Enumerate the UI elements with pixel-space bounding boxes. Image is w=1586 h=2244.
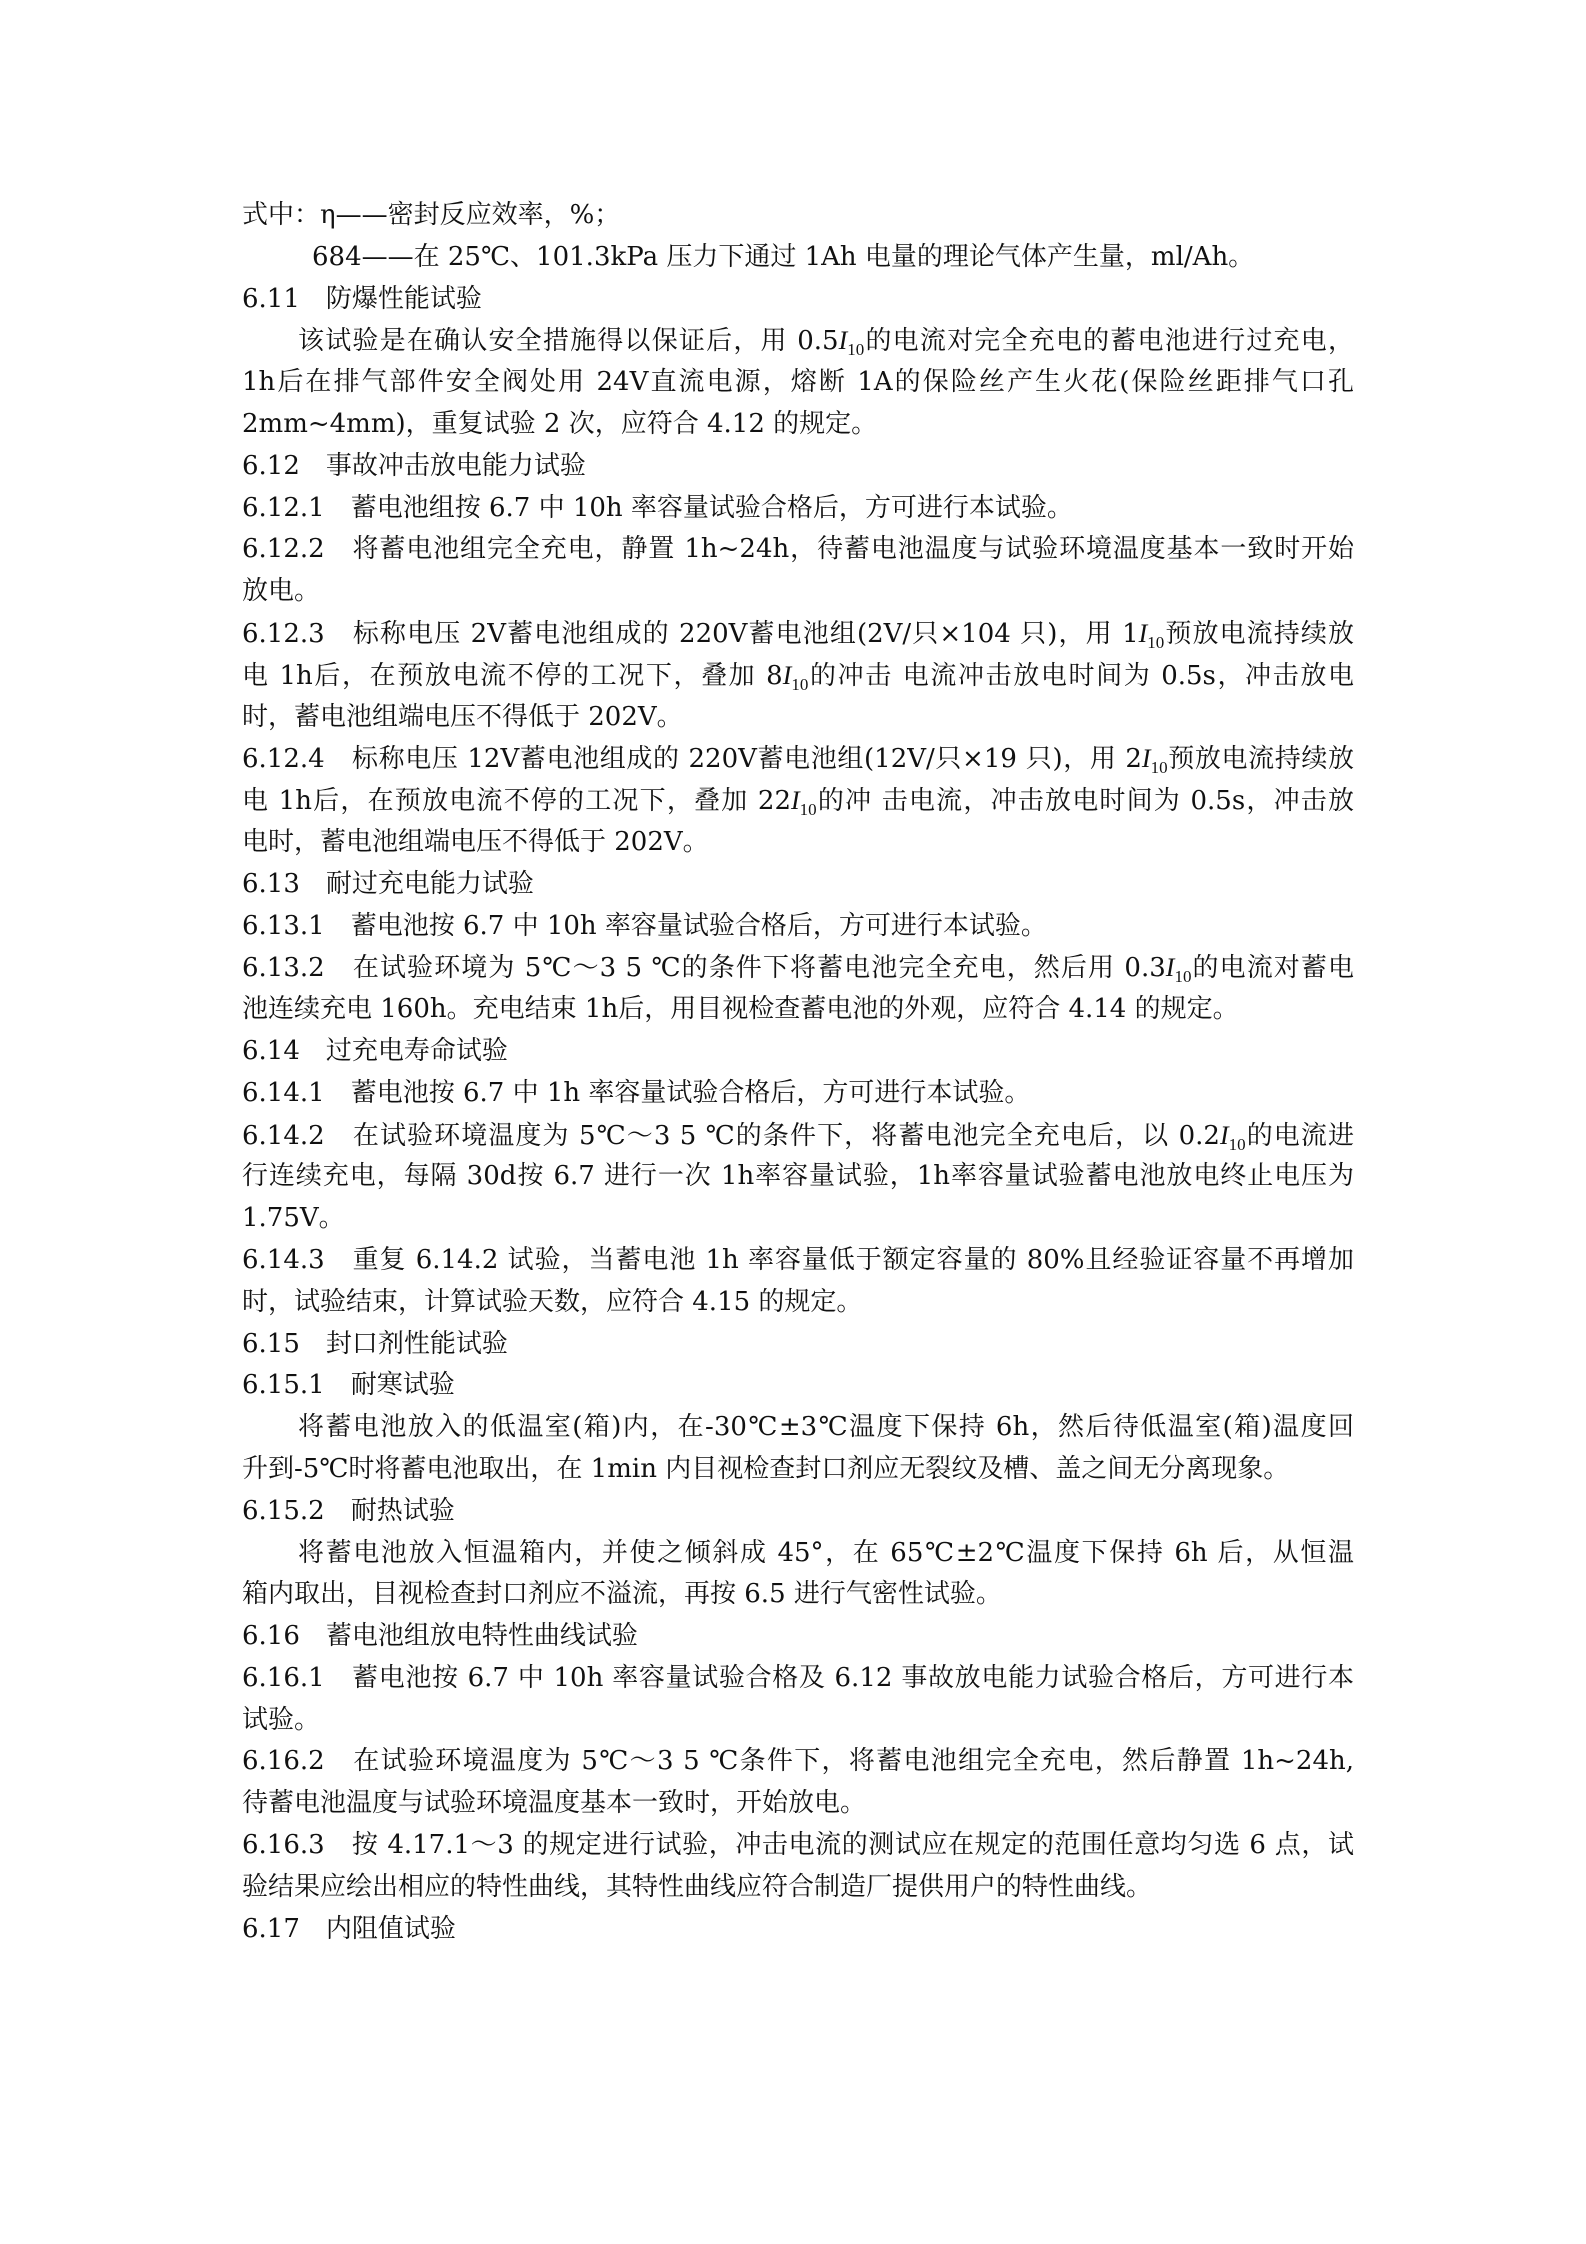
text-line xyxy=(242,1324,1354,1366)
text-line xyxy=(242,738,1354,780)
text-run: 预放电流持续放 xyxy=(1164,618,1354,649)
italic-symbol: I xyxy=(1165,953,1175,983)
text-line xyxy=(242,1031,1354,1073)
text-line xyxy=(242,822,1354,864)
text-run: 式中：η——密封反应效率，%； xyxy=(242,200,621,230)
text-line xyxy=(242,1616,1354,1658)
text-run: 的电流进 xyxy=(1245,1120,1354,1151)
text-run: 将蓄电池放入的低温室(箱)内，在-30℃±3℃温度下保持 6h，然后待低温室(箱)温度回 xyxy=(298,1412,1354,1443)
text-run: 6.13.2 在试验环境为 5℃～3 5 ℃的条件下将蓄电池完全充电，然后用 0.3 xyxy=(242,953,1166,984)
text-line xyxy=(242,613,1354,655)
italic-symbol: I xyxy=(1141,744,1151,774)
text-run: 6.14.1 蓄电池按 6.7 中 1h 率容量试验合格后，方可进行本试验。 xyxy=(242,1077,1031,1108)
text-line xyxy=(242,1449,1354,1491)
text-run: 6.12 事故冲击放电能力试验 xyxy=(242,450,586,481)
text-line xyxy=(242,1658,1354,1700)
text-line xyxy=(242,947,1354,989)
text-run: 箱内取出，目视检查封口剂应不溢流，再按 6.5 进行气密性试验。 xyxy=(242,1579,1002,1610)
subscript: 10 xyxy=(847,340,865,360)
text-run: 试验。 xyxy=(242,1704,321,1735)
text-run: 该试验是在确认安全措施得以保证后，用 0.5 xyxy=(298,326,839,357)
text-run: 行连续充电，每隔 30d按 6.7 进行一次 1h率容量试验，1h率容量试验蓄电池放电终止电压为 xyxy=(242,1161,1354,1192)
text-line xyxy=(242,864,1354,906)
subscript: 10 xyxy=(791,674,809,694)
text-line xyxy=(242,1156,1354,1198)
text-run: 6.16 蓄电池组放电特性曲线试验 xyxy=(242,1621,638,1652)
text-run: 6.16.3 按 4.17.1～3 的规定进行试验，冲击电流的测试应在规定的范围任意均匀选 6 点，试 xyxy=(242,1830,1354,1861)
text-run: 放电。 xyxy=(242,576,321,607)
text-line xyxy=(242,1783,1354,1825)
text-line xyxy=(242,989,1354,1031)
text-run: 池连续充电 160h。充电结束 1h后，用目视检查蓄电池的外观，应符合 4.14 的规定。 xyxy=(242,994,1239,1025)
italic-symbol: I xyxy=(1138,618,1148,648)
italic-symbol: I xyxy=(838,326,848,356)
text-run: 6.12.3 标称电压 2V蓄电池组成的 220V蓄电池组(2V/只×104 只)，用 1 xyxy=(242,618,1139,649)
text-run: 6.16.2 在试验环境温度为 5℃～3 5 ℃条件下，将蓄电池组完全充电，然后静置 1h~24h, xyxy=(242,1746,1354,1777)
subscript: 10 xyxy=(799,800,817,820)
text-line xyxy=(242,906,1354,948)
text-line xyxy=(242,488,1354,530)
text-run: 的冲 击电流，冲击放电时间为 0.5s，冲击放 xyxy=(816,786,1354,817)
text-run: 6.11 防爆性能试验 xyxy=(242,283,482,314)
subscript: 10 xyxy=(1228,1134,1246,1154)
text-line xyxy=(242,404,1354,446)
document-body xyxy=(242,195,1354,1950)
text-line xyxy=(242,529,1354,571)
text-run: 2mm~4mm)，重复试验 2 次，应符合 4.12 的规定。 xyxy=(242,408,878,439)
text-run: 时，蓄电池组端电压不得低于 202V。 xyxy=(242,701,683,732)
text-line xyxy=(242,1073,1354,1115)
text-run: 6.14.2 在试验环境温度为 5℃～3 5 ℃的条件下，将蓄电池完全充电后，以 0.2 xyxy=(242,1120,1220,1151)
text-line xyxy=(242,237,1354,279)
text-line xyxy=(242,1198,1354,1240)
text-line xyxy=(242,1867,1354,1909)
text-run: 6.14.3 重复 6.14.2 试验，当蓄电池 1h 率容量低于额定容量的 80%且经验证容量不再增加 xyxy=(242,1244,1354,1275)
text-line xyxy=(242,446,1354,488)
text-run: 1h后在排气部件安全阀处用 24V直流电源，熔断 1A的保险丝产生火花(保险丝距排气口孔 xyxy=(242,367,1354,398)
text-run: 6.13 耐过充电能力试验 xyxy=(242,868,534,899)
text-run: 的冲击 电流冲击放电时间为 0.5s，冲击放电 xyxy=(808,660,1354,691)
text-run: 6.15.1 耐寒试验 xyxy=(242,1370,455,1401)
text-run: 升到-5℃时将蓄电池取出，在 1min 内目视检查封口剂应无裂纹及槽、盖之间无分离现象。 xyxy=(242,1453,1290,1484)
text-line xyxy=(242,1491,1354,1533)
text-line xyxy=(242,1240,1354,1282)
text-line xyxy=(242,1407,1354,1449)
text-run: 电 1h后，在预放电流不停的工况下，叠加 22 xyxy=(242,786,791,817)
text-line xyxy=(242,195,1354,237)
text-line xyxy=(242,1365,1354,1407)
text-run: 电 1h后，在预放电流不停的工况下，叠加 8 xyxy=(242,660,783,691)
text-line xyxy=(242,279,1354,321)
subscript: 10 xyxy=(1150,758,1168,778)
text-line xyxy=(242,1115,1354,1157)
text-run: 的电流对完全充电的蓄电池进行过充电， xyxy=(864,326,1354,357)
text-run: 6.16.1 蓄电池按 6.7 中 10h 率容量试验合格及 6.12 事故放电能力试验合格后，方可进行本 xyxy=(242,1662,1354,1693)
text-run: 6.17 内阻值试验 xyxy=(242,1913,456,1944)
text-run: 684——在 25℃、101.3kPa 压力下通过 1Ah 电量的理论气体产生量，ml/Ah。 xyxy=(312,241,1255,272)
text-run: 将蓄电池放入恒温箱内，并使之倾斜成 45°，在 65℃±2℃温度下保持 6h 后，从恒温 xyxy=(298,1537,1354,1568)
italic-symbol: I xyxy=(782,660,792,690)
text-run: 6.14 过充电寿命试验 xyxy=(242,1035,508,1066)
text-run: 待蓄电池温度与试验环境温度基本一致时，开始放电。 xyxy=(242,1788,867,1819)
text-line xyxy=(242,1825,1354,1867)
text-line xyxy=(242,655,1354,697)
text-line xyxy=(242,1533,1354,1575)
text-line xyxy=(242,571,1354,613)
text-run: 6.12.4 标称电压 12V蓄电池组成的 220V蓄电池组(12V/只×19 只)，用 2 xyxy=(242,744,1142,775)
subscript: 10 xyxy=(1147,632,1165,652)
text-run: 6.15 封口剂性能试验 xyxy=(242,1328,508,1359)
text-run: 1.75V。 xyxy=(242,1203,345,1234)
text-run: 6.15.2 耐热试验 xyxy=(242,1495,455,1526)
text-line xyxy=(242,1282,1354,1324)
text-run: 6.12.2 将蓄电池组完全充电，静置 1h~24h，待蓄电池温度与试验环境温度基本一致时开始 xyxy=(242,534,1354,565)
text-run: 验结果应绘出相应的特性曲线，其特性曲线应符合制造厂提供用户的特性曲线。 xyxy=(242,1871,1153,1902)
text-line xyxy=(242,1741,1354,1783)
text-run: 6.12.1 蓄电池组按 6.7 中 10h 率容量试验合格后，方可进行本试验。 xyxy=(242,492,1073,523)
subscript: 10 xyxy=(1174,967,1192,987)
italic-symbol: I xyxy=(791,786,800,816)
text-run: 时，试验结束，计算试验天数，应符合 4.15 的规定。 xyxy=(242,1286,863,1317)
text-line xyxy=(242,1574,1354,1616)
text-line xyxy=(242,362,1354,404)
text-run: 电时，蓄电池组端电压不得低于 202V。 xyxy=(242,826,709,857)
text-line xyxy=(242,320,1354,362)
text-line xyxy=(242,697,1354,739)
text-line xyxy=(242,1909,1354,1951)
italic-symbol: I xyxy=(1219,1120,1229,1150)
text-line xyxy=(242,1700,1354,1742)
text-run: 预放电流持续放 xyxy=(1167,744,1354,775)
text-run: 的电流对蓄电 xyxy=(1191,953,1354,984)
text-line xyxy=(242,780,1354,822)
text-run: 6.13.1 蓄电池按 6.7 中 10h 率容量试验合格后，方可进行本试验。 xyxy=(242,910,1047,941)
